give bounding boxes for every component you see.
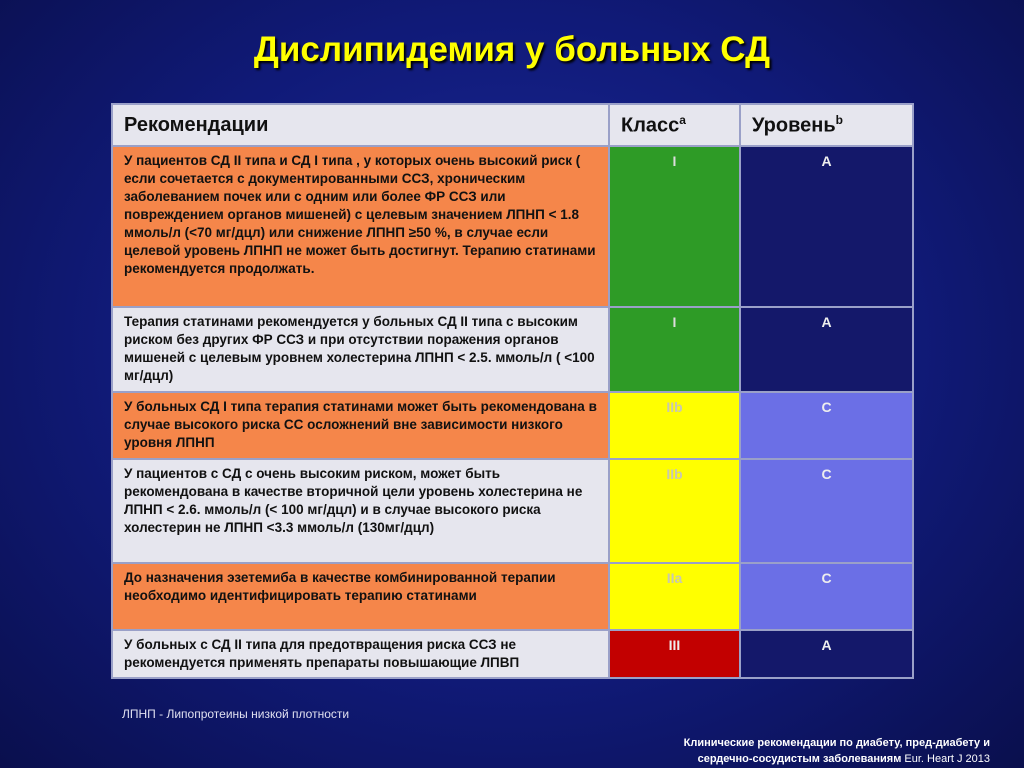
footnote: ЛПНП - Липопротеины низкой плотности (122, 707, 350, 721)
recommendation-cell: До назначения эзетемиба в качестве комбинированной терапии необходимо идентифицировать терапию статинами (112, 563, 609, 630)
level-cell: C (740, 392, 913, 459)
recommendation-cell: У больных СД I типа терапия статинами может быть рекомендована в случае высокого риска СС осложнений вне зависимости низкого уровня ЛПНП (112, 392, 609, 459)
table-row (112, 307, 913, 392)
source-citation (610, 735, 990, 767)
recommendation-cell: У пациентов СД II типа и СД I типа , у которых очень высокий риск ( если сочетается с документированными ССЗ, хроническим заболеванием почек или с одним или более ФР ССЗ или повреждением органов мишеней) с целевым значением ЛПНП < 1.8 ммоль/л (<70 мг/дцл) или снижение ЛПНП ≥50 %, в случае если целевой уровень ЛПНП не может быть достигнут. Терапию статинами рекомендуется продолжать. (112, 146, 609, 307)
header-class: Класс$^a$ (609, 104, 740, 146)
recommendation-cell: У пациентов с СД с очень высоким риском, может быть рекомендована в качестве вторичной цели уровень холестерина не ЛПНП < 2.6. ммоль/л (< 100 мг/дцл) и в случае высокого риска холестерин не ЛПНП <3.3 ммоль/л (130мг/дцл) (112, 459, 609, 563)
recommendations-table (111, 103, 914, 679)
header-recommendations: Рекомендации (112, 104, 609, 146)
table-row (112, 459, 913, 563)
level-cell: A (740, 307, 913, 392)
table-row (112, 146, 913, 307)
recommendation-cell: У больных с СД II типа для предотвращения риска ССЗ не рекомендуется применять препараты повышающие ЛПВП (112, 630, 609, 678)
level-cell: C (740, 563, 913, 630)
class-cell: IIb (609, 459, 740, 563)
class-cell: I (609, 146, 740, 307)
class-cell: I (609, 307, 740, 392)
table-row (112, 563, 913, 630)
level-cell: A (740, 146, 913, 307)
class-cell: III (609, 630, 740, 678)
class-cell: IIa (609, 563, 740, 630)
source-line-1: Клинические рекомендации по диабету, пред-диабету и (683, 737, 990, 749)
class-superscript: a (679, 112, 686, 127)
level-superscript: b (835, 112, 843, 127)
source-line-2: сердечно-сосудистым заболеваниям Eur. Heart J 2013 (697, 753, 990, 765)
table-row (112, 392, 913, 459)
source-journal: Eur. Heart J 2013 (904, 753, 990, 765)
level-cell: C (740, 459, 913, 563)
table-row (112, 630, 913, 678)
table-header-row (112, 104, 913, 146)
header-level: Уровень$^b$ (740, 104, 913, 146)
class-cell: IIb (609, 392, 740, 459)
slide-title: Дислипидемия у больных СД (253, 30, 771, 69)
recommendation-cell: Терапия статинами рекомендуется у больных СД II типа с высоким риском без других ФР ССЗ и при отсутствии поражения органов мишеней с целевым уровнем холестерина ЛПНП < 2.5. ммоль/л ( <100 мг/дцл) (112, 307, 609, 392)
level-cell: A (740, 630, 913, 678)
